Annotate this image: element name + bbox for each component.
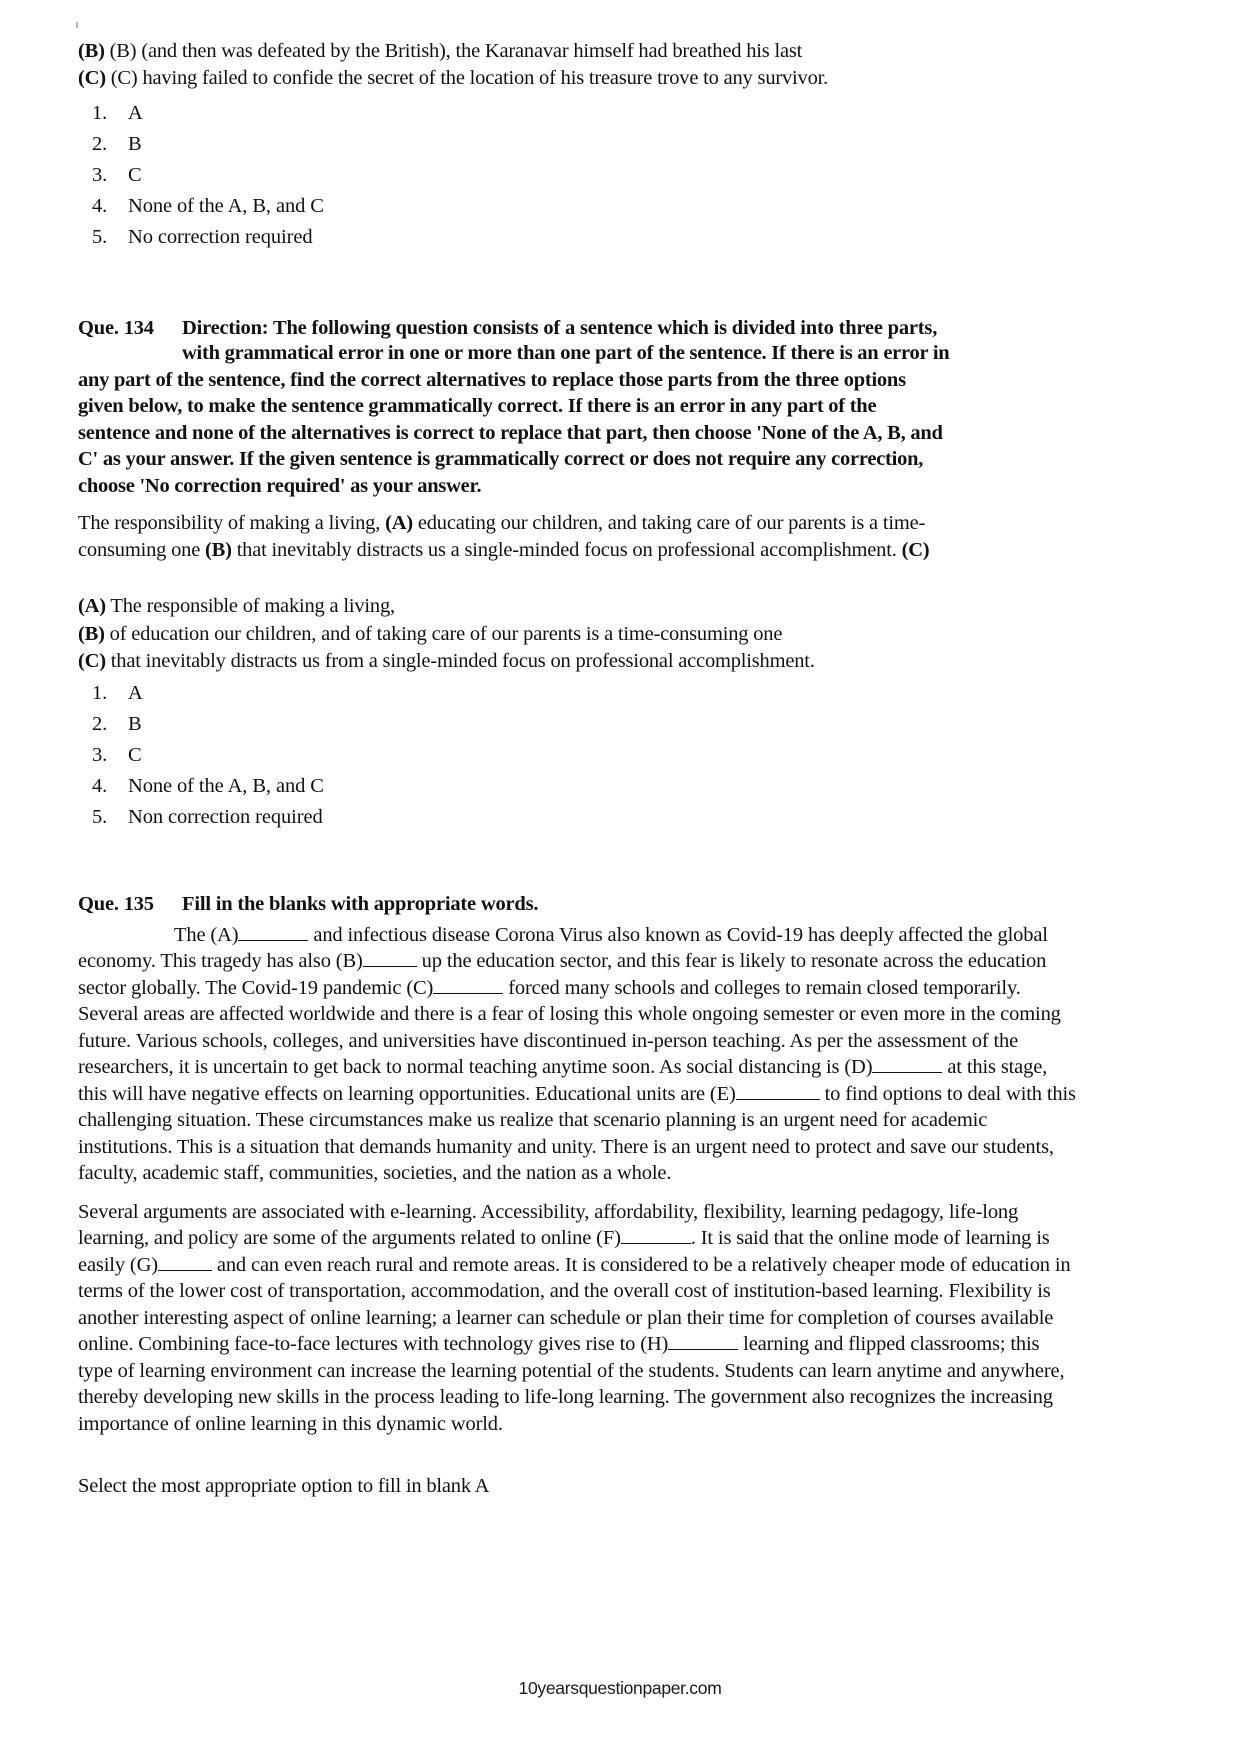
question-134-heading — [78, 317, 1078, 340]
passage-seg: at this stage, this will have negative effects on learning opportunities. Educational units are (E) — [78, 1056, 1048, 1105]
option-row[interactable] — [92, 744, 1078, 775]
question-135-closing-instruction: Select the most appropriate option to fill in blank A — [78, 1475, 490, 1497]
alternative-text: The responsible of making a living, — [110, 595, 395, 617]
stem-line-c — [78, 65, 1078, 92]
option-label: None of the A, B, and C — [128, 195, 324, 217]
option-row[interactable] — [92, 164, 1078, 195]
option-row[interactable] — [92, 133, 1078, 164]
question-135-passage — [78, 922, 1078, 1438]
stem-tag-b: (B) — [78, 40, 105, 62]
question-135 — [78, 893, 1078, 1499]
inline-tag-a: (A) — [385, 512, 413, 534]
question-134-direction-body — [78, 340, 1078, 499]
option-row[interactable] — [92, 775, 1078, 806]
stem-line-b — [78, 38, 1078, 65]
option-label: No correction required — [128, 226, 313, 248]
page-content — [78, 38, 1078, 1498]
stem-text-b: (B) (and then was defeated by the British), the Karanavar himself had breathed his last — [109, 40, 803, 62]
option-number: 1. — [92, 102, 108, 124]
option-number: 3. — [92, 164, 108, 186]
passage-paragraph-2 — [78, 1199, 1078, 1438]
option-label: C — [128, 164, 142, 186]
option-number: 1. — [92, 681, 108, 704]
question-134-direction-line-2: with grammatical error in one or more than one part of the sentence. If there is an error in — [182, 342, 950, 364]
option-number: 4. — [92, 195, 108, 217]
option-number: 4. — [92, 774, 108, 797]
option-label: B — [128, 712, 142, 735]
blank-e[interactable] — [736, 1099, 820, 1100]
alternative-a — [78, 593, 1078, 621]
blank-c[interactable] — [433, 993, 503, 994]
alternative-b — [78, 621, 1078, 649]
question-134-sentence-line-1: The responsibility of making a living, (A) educating our children, and taking care of our parents is a time- — [78, 512, 926, 534]
blank-a[interactable] — [238, 940, 308, 941]
option-number: 2. — [92, 133, 108, 155]
blank-f[interactable] — [621, 1243, 691, 1244]
passage-seg: Several arguments are associated with e-learning. Accessibility, affordability, flexibility, learning pedagogy, life-long learning, and policy are some of the arguments related to online (F) — [78, 1200, 1019, 1249]
option-number: 5. — [92, 226, 108, 248]
question-134-direction-line-6: C' as your answer. If the given sentence is grammatically correct or does not require any correction, — [78, 448, 924, 470]
question-135-heading — [78, 893, 1078, 916]
option-label: A — [128, 102, 143, 124]
question-134-number: Que. 134 — [78, 317, 154, 339]
blank-g[interactable] — [158, 1270, 212, 1271]
option-row[interactable] — [92, 226, 1078, 257]
alternative-tag: (B) — [78, 622, 105, 645]
question-134-direction-line-1: Direction: The following question consists of a sentence which is divided into three parts, — [182, 317, 938, 339]
option-row[interactable] — [92, 682, 1078, 713]
question-134-direction-line-3: any part of the sentence, find the correct alternatives to replace those parts from the three options — [78, 368, 906, 391]
scan-speck — [76, 22, 78, 28]
inline-tag-b: (B) — [205, 538, 232, 561]
passage-seg: forced many schools and colleges to remain closed temporarily. Several areas are affected worldwide and there is a fear of losing this whole ongoing semester or even more in the coming future. Various schools, colleges, and universities have discontinued in-person teaching. As per the assessment of the researchers, it is uncertain to get back to normal teaching anytime soon. As social distancing is (D) — [78, 976, 1061, 1078]
inline-tag-c: (C) — [901, 538, 930, 561]
question-134-options — [92, 682, 1078, 837]
question-135-number: Que. 135 — [78, 892, 154, 915]
stem-text-c: (C) having failed to confide the secret of the location of his treasure trove to any survivor. — [110, 67, 829, 89]
option-label: Non correction required — [128, 805, 323, 828]
question-134-direction-line-7: choose 'No correction required' as your answer. — [78, 474, 482, 497]
option-row[interactable] — [92, 102, 1078, 133]
alternative-c — [78, 648, 1078, 676]
option-number: 3. — [92, 743, 108, 766]
option-row[interactable] — [92, 806, 1078, 837]
question-134-sentence — [78, 510, 1078, 563]
blank-h[interactable] — [668, 1349, 738, 1350]
passage-seg: The (A) — [174, 923, 239, 946]
previous-question-options — [92, 102, 1078, 257]
question-134-alternatives — [78, 593, 1078, 676]
alternative-tag: (C) — [78, 650, 106, 672]
alternative-tag: (A) — [78, 595, 106, 617]
question-135-title: Fill in the blanks with appropriate words. — [182, 892, 539, 915]
blank-b[interactable] — [363, 966, 417, 967]
passage-seg: and infectious disease Corona Virus also known as Covid-19 has deeply affected the global economy. This tragedy has also (B) — [78, 923, 1048, 972]
stem-tag-c: (C) — [78, 67, 106, 89]
passage-seg: up the education sector, and this fear is likely to resonate across the education sector globally. The Covid-19 pandemic (C) — [78, 950, 1047, 999]
passage-paragraph-1 — [78, 922, 1078, 1187]
question-134-direction-line-4: given below, to make the sentence grammatically correct. If there is an error in any part of the — [78, 395, 877, 417]
previous-question-stem — [78, 38, 1078, 92]
option-number: 5. — [92, 805, 108, 828]
option-label: C — [128, 743, 142, 766]
question-134-direction-line-5: sentence and none of the alternatives is correct to replace that part, then choose 'None of the A, B, and — [78, 421, 943, 444]
footer-watermark: 10yearsquestionpaper.com — [518, 1678, 722, 1698]
passage-seg: to find options to deal with this challenging situation. These circumstances make us realize that scenario planning is an urgent need for academic institutions. This is a situation that demands humanity and unity. There is an urgent need to protect and save our students, faculty, academic staff, communities, societies, and the nation as a whole. — [78, 1082, 1076, 1184]
option-label: B — [128, 133, 142, 155]
option-label: None of the A, B, and C — [128, 774, 324, 797]
option-number: 2. — [92, 712, 108, 735]
alternative-text: that inevitably distracts us from a single-minded focus on professional accomplishment. — [110, 650, 815, 672]
passage-seg: and can even reach rural and remote areas. It is considered to be a relatively cheaper mode of education in terms of the lower cost of transportation, accommodation, and the overall cost of institution-based learning. Flexibility is another interesting aspect of online learning; a learner can schedule or plan their time for completion of courses available online. Combining face-to-face lectures with technology gives rise to (H) — [78, 1253, 1071, 1355]
option-row[interactable] — [92, 713, 1078, 744]
question-134 — [78, 317, 1078, 837]
blank-d[interactable] — [872, 1072, 942, 1073]
option-label: A — [128, 681, 143, 704]
question-134-sentence-line-2: consuming one (B) that inevitably distracts us a single-minded focus on professional accomplishment. (C) — [78, 538, 930, 561]
option-row[interactable] — [92, 195, 1078, 226]
passage-seg: . It is said that the online mode of learning is easily (G) — [78, 1227, 1050, 1276]
passage-seg: learning and flipped classrooms; this type of learning environment can increase the learning potential of the students. Students can learn anytime and anywhere, thereby developing new skills in the process leading to life-long learning. The government also recognizes the increasing importance of online learning in this dynamic world. — [78, 1333, 1065, 1435]
alternative-text: of education our children, and of taking care of our parents is a time-consuming one — [109, 622, 783, 645]
